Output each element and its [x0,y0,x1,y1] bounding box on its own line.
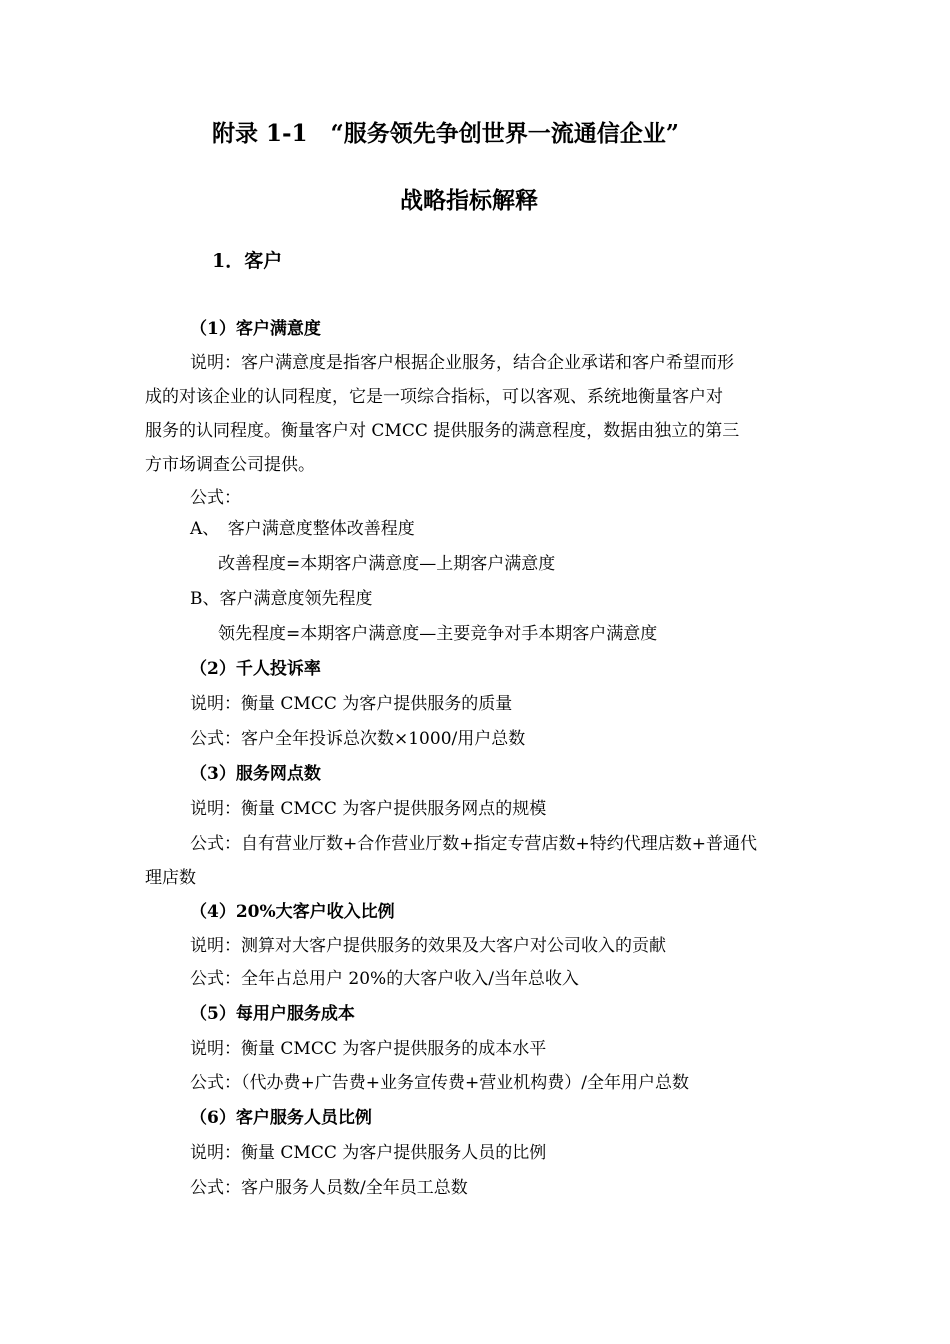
item-description: 说明：测算对大客户提供服务的效果及大客户对公司收入的贡献 [190,936,666,956]
document-subtitle: 战略指标解释 [400,187,538,214]
paragraph-line: 方市场调查公司提供。 [145,455,315,475]
item-heading: （1）客户满意度 [190,319,321,339]
section-heading-customer: 1．客户 [212,250,283,272]
formula-b-label: B、客户满意度领先程度 [190,589,373,609]
item-formula: 公式：客户全年投诉总次数×1000/用户总数 [190,729,526,749]
paragraph-line: 服务的认同程度。衡量客户对 CMCC 提供服务的满意程度，数据由独立的第三 [145,421,740,441]
paragraph-line: 成的对该企业的认同程度，它是一项综合指标，可以客观、系统地衡量客户对 [145,387,723,407]
item-description: 说明：衡量 CMCC 为客户提供服务的成本水平 [190,1039,547,1059]
item-heading: （6）客户服务人员比例 [190,1108,372,1128]
item-description: 说明：衡量 CMCC 为客户提供服务网点的规模 [190,799,547,819]
item-description: 说明：衡量 CMCC 为客户提供服务的质量 [190,694,513,714]
item-heading: （4）20%大客户收入比例 [190,902,395,922]
item-formula: 公式：自有营业厅数+合作营业厅数+指定专营店数+特约代理店数+普通代 [190,834,757,854]
formula-label: 公式： [190,488,241,508]
formula-a: 改善程度=本期客户满意度—上期客户满意度 [218,554,556,574]
paragraph-line: 说明：客户满意度是指客户根据企业服务，结合企业承诺和客户希望而形 [190,353,734,373]
item-formula-continued: 理店数 [145,868,196,888]
item-formula: 公式：客户服务人员数/全年员工总数 [190,1178,468,1198]
item-heading: （2）千人投诉率 [190,659,321,679]
item-description: 说明：衡量 CMCC 为客户提供服务人员的比例 [190,1143,547,1163]
item-heading: （3）服务网点数 [190,764,321,784]
item-formula: 公式：（代办费+广告费+业务宣传费+营业机构费）/全年用户总数 [190,1073,689,1093]
item-formula: 公式：全年占总用户 20%的大客户收入/当年总收入 [190,969,579,989]
item-heading: （5）每用户服务成本 [190,1004,355,1024]
formula-a-label: A、 客户满意度整体改善程度 [190,519,415,539]
formula-b: 领先程度=本期客户满意度—主要竞争对手本期客户满意度 [218,624,658,644]
document-title: 附录 1-1 “服务领先争创世界一流通信企业” [212,120,680,147]
